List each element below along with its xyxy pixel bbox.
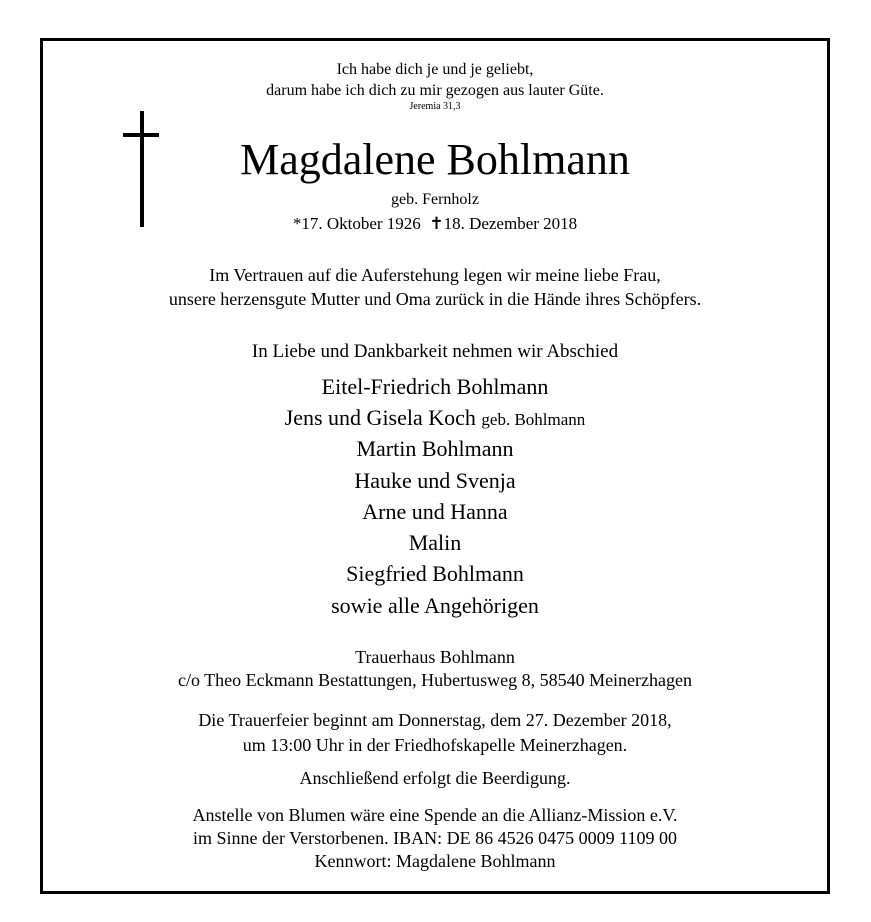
service-line-1: Die Trauerfeier beginnt am Donnerstag, dem 27. Dezember 2018, <box>198 710 672 730</box>
donation-line-3: Kennwort: Magdalene Bohlmann <box>314 851 556 871</box>
donation-line-1: Anstelle von Blumen wäre eine Spende an die Allianz-Mission e.V. <box>192 805 678 825</box>
service-line-2: um 13:00 Uhr in der Friedhofskapelle Meinerzhagen. <box>242 735 628 755</box>
mourner-name: Hauke und Svenja <box>354 468 516 493</box>
verse-line-1: Ich habe dich je und je geliebt, <box>336 61 534 78</box>
donation-line-2: im Sinne der Verstorbenen. IBAN: DE 86 4526 0475 0009 1109 00 <box>193 828 677 848</box>
maiden-name: geb. Fernholz <box>391 191 479 208</box>
verse-reference: Jeremia 31,3 <box>409 101 461 112</box>
mourner-name: Arne und Hanna <box>362 499 508 524</box>
mourner-name-with-suffix <box>43 405 827 430</box>
death-date: 18. Dezember 2018 <box>443 214 578 233</box>
intro-line-2: unsere herzensgute Mutter und Oma zurück in die Hände ihres Schöpfers. <box>168 289 702 309</box>
intro-line-1: Im Vertrauen auf die Auferstehung legen wir meine liebe Frau, <box>209 265 661 285</box>
farewell-line: In Liebe und Dankbarkeit nehmen wir Abschied <box>251 341 619 362</box>
life-dates <box>43 214 827 234</box>
asterisk-icon: * <box>292 214 302 233</box>
mourner-name: Martin Bohlmann <box>356 436 514 461</box>
obituary-frame <box>40 38 830 894</box>
mourner-name: Eitel-Friedrich Bohlmann <box>321 374 549 399</box>
address-line-2: c/o Theo Eckmann Bestattungen, Hubertusweg 8, 58540 Meinerzhagen <box>177 670 693 690</box>
mourner-name: sowie alle Angehörigen <box>331 593 539 618</box>
mourner-maiden-suffix: geb. Bohlmann <box>481 410 586 429</box>
small-cross-icon: ✝ <box>429 214 444 233</box>
service-line-3: Anschließend erfolgt die Beerdigung. <box>299 768 571 788</box>
birth-date: 17. Oktober 1926 <box>301 214 421 233</box>
mourner-name: Jens und Gisela Koch <box>284 405 476 430</box>
mourner-name: Siegfried Bohlmann <box>346 561 524 586</box>
verse-line-2: darum habe ich dich zu mir gezogen aus lauter Güte. <box>266 82 604 99</box>
deceased-name: Magdalene Bohlmann <box>240 135 630 184</box>
mourner-name: Malin <box>408 530 462 555</box>
address-line-1: Trauerhaus Bohlmann <box>355 647 515 667</box>
